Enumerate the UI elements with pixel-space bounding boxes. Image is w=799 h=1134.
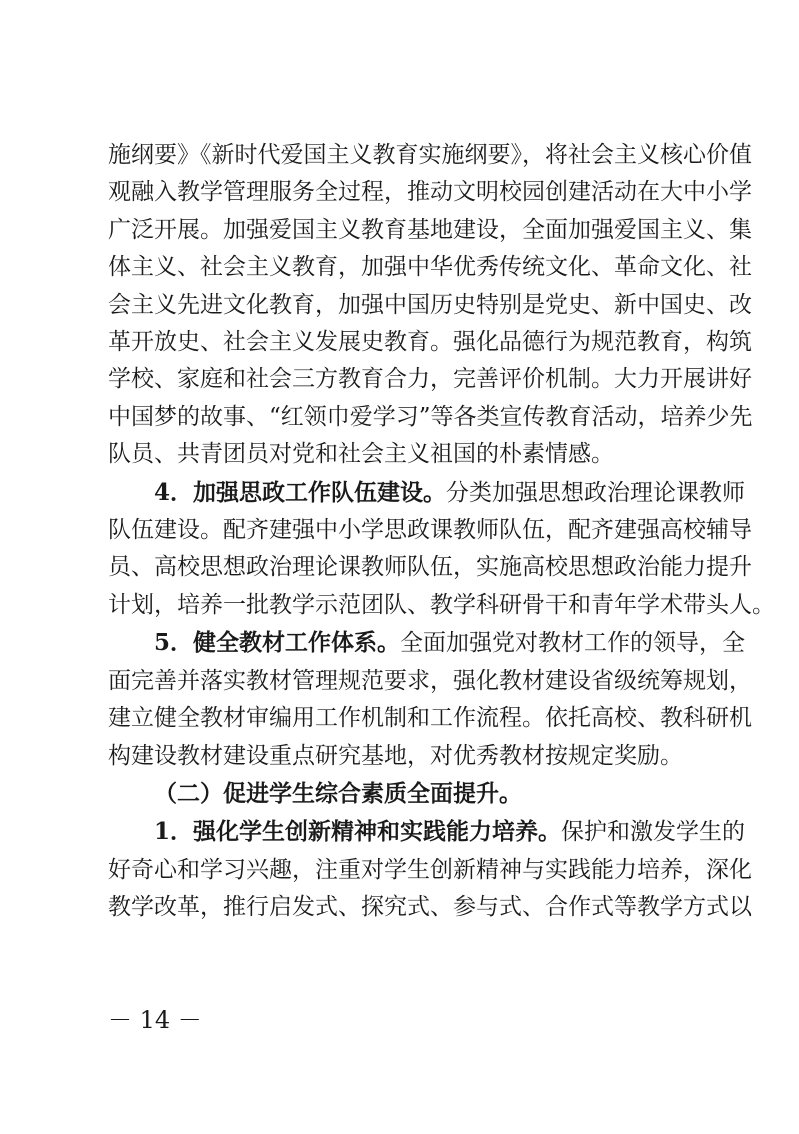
paragraph-3 xyxy=(108,624,752,775)
text-line: 队员、共青团员对党和社会主义祖国的朴素情感。 xyxy=(108,441,614,468)
text-line xyxy=(108,474,746,512)
text-line: 革开放史、社会主义发展史教育。强化品德行为规范教育，构筑 xyxy=(108,329,752,356)
text-line: 广泛开展。加强爱国主义教育基地建设，全面加强爱国主义、集 xyxy=(108,216,752,243)
text-line: 教学改革，推行启发式、探究式、参与式、合作式等教学方式以 xyxy=(108,894,752,921)
text-line: 中国梦的故事、“红领巾爱学习”等各类宣传教育活动，培养少先 xyxy=(108,403,753,430)
text-line: 计划，培养一批教学示范团队、教学科研骨干和青年学术带头人。 xyxy=(108,591,775,618)
body-text xyxy=(108,137,775,927)
text-run: 全面加强党对教材工作的领导，全 xyxy=(400,630,746,657)
text-run: 保护和激发学生的 xyxy=(561,819,746,846)
text-line: 观融入教学管理服务全过程，推动文明校园创建活动在大中小学 xyxy=(108,179,752,206)
text-line xyxy=(108,624,746,662)
section-heading: 4．加强思政工作队伍建设。 xyxy=(154,478,447,506)
paragraph-4 xyxy=(108,775,692,813)
text-line: 构建设教材建设重点研究基地，对优秀教材按规定奖励。 xyxy=(108,742,683,769)
section-heading: 1．强化学生创新精神和实践能力培养。 xyxy=(154,818,562,846)
text-line xyxy=(108,813,746,851)
section-heading: （二）促进学生综合素质全面提升。 xyxy=(154,779,522,807)
section-heading: 5．健全教材工作体系。 xyxy=(154,629,401,657)
text-line: 体主义、社会主义教育，加强中华优秀传统文化、革命文化、社 xyxy=(108,254,752,281)
text-line: 面完善并落实教材管理规范要求，强化教材建设省级统筹规划， xyxy=(108,667,752,694)
text-line: 会主义先进文化教育，加强中国历史特别是党史、新中国史、改 xyxy=(108,291,752,318)
page-number: － 14 － xyxy=(108,1006,202,1034)
text-line: 建立健全教材审编用工作机制和工作流程。依托高校、教科研机 xyxy=(108,705,752,732)
text-line: 队伍建设。配齐建强中小学思政课教师队伍，配齐建强高校辅导 xyxy=(108,517,752,544)
text-line: 学校、家庭和社会三方教育合力，完善评价机制。大力开展讲好 xyxy=(108,366,752,393)
text-line: 员、高校思想政治理论课教师队伍，实施高校思想政治能力提升 xyxy=(108,554,752,581)
text-line: 施纲要》《新时代爱国主义教育实施纲要》，将社会主义核心价值 xyxy=(108,142,752,168)
section-heading-line xyxy=(108,775,692,813)
text-run: 分类加强思想政治理论课教师 xyxy=(446,479,746,506)
text-line: 好奇心和学习兴趣，注重对学生创新精神与实践能力培养，深化 xyxy=(108,856,752,883)
paragraph-5 xyxy=(108,813,752,926)
paragraph-1 xyxy=(108,137,753,474)
paragraph-2 xyxy=(108,474,775,625)
